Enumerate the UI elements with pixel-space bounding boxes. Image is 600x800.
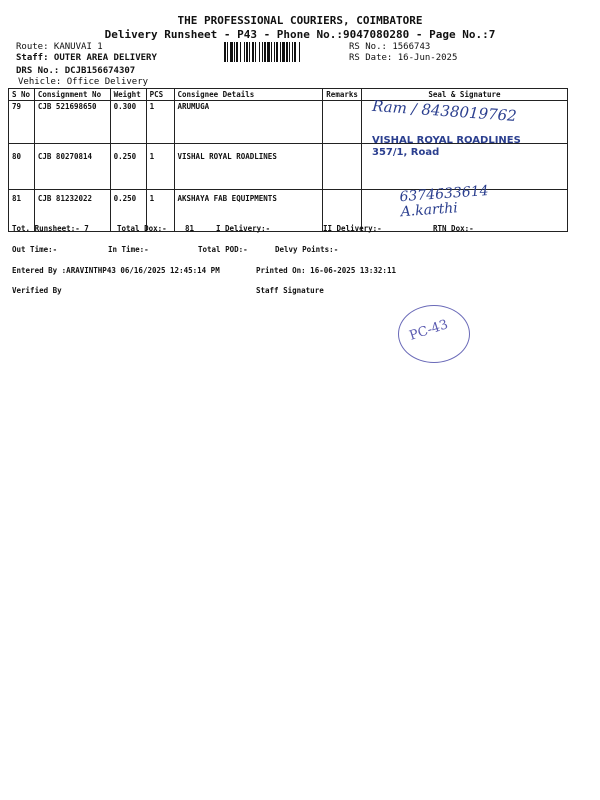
cell-consignee: ARUMUGA <box>174 101 323 144</box>
cell-sno: 80 <box>9 144 35 190</box>
total-dox-value: 81 <box>185 224 195 233</box>
printed-on: Printed On: 16-06-2025 13:32:11 <box>256 266 396 275</box>
total-pod: Total POD:- <box>198 245 248 254</box>
signature-row-80: VISHAL ROYAL ROADLINES 357/1, Road <box>372 135 521 158</box>
col-remarks: Remarks <box>323 89 362 101</box>
col-signature: Seal & Signature <box>361 89 567 101</box>
in-time: In Time:- <box>108 245 149 254</box>
signature-row-79: Ram / 8438019762 <box>371 96 518 126</box>
verified-by: Verified By <box>12 286 62 295</box>
i-delivery: I Delivery:- <box>216 224 271 233</box>
rs-number: RS No.: 1566743 <box>349 42 431 52</box>
company-title: THE PROFESSIONAL COURIERS, COIMBATORE <box>177 14 423 27</box>
cell-sno: 81 <box>9 190 35 232</box>
cell-pcs: 1 <box>146 190 174 232</box>
entered-by: Entered By :ARAVINTHP43 06/16/2025 12:45:14 PM <box>12 266 220 275</box>
col-weight: Weight <box>110 89 146 101</box>
tot-runsheet: Tot. Runsheet:- 7 <box>12 224 89 233</box>
route: Route: KANUVAI 1 <box>16 42 103 52</box>
stamp-text: PC-43 <box>407 317 450 344</box>
cell-sno: 79 <box>9 101 35 144</box>
cell-remarks <box>323 101 362 144</box>
cell-pcs: 1 <box>146 144 174 190</box>
cell-consignment: CJB 81232022 <box>34 190 110 232</box>
signature-row-81: 6374633614 A.karthi <box>399 183 490 221</box>
col-consignment: Consignment No <box>34 89 110 101</box>
col-sno: S No <box>9 89 35 101</box>
rs-date: RS Date: 16-Jun-2025 <box>349 53 458 63</box>
cell-consignee: AKSHAYA FAB EQUIPMENTS <box>174 190 323 232</box>
runsheet-subtitle: Delivery Runsheet - P43 - Phone No.:9047080280 - Page No.:7 <box>104 28 496 41</box>
total-dox: Total Dox:- <box>117 224 167 233</box>
cell-consignment: CJB 521698650 <box>34 101 110 144</box>
ii-delivery: II Delivery:- <box>323 224 382 233</box>
barcode-bar <box>299 42 300 62</box>
cell-pcs: 1 <box>146 101 174 144</box>
vehicle: Vehicle: Office Delivery <box>18 77 149 87</box>
col-consignee: Consignee Details <box>174 89 323 101</box>
delvy-points: Delvy Points:- <box>275 245 339 254</box>
col-pcs: PCS <box>146 89 174 101</box>
barcode <box>224 42 342 62</box>
table-header-row <box>9 89 568 101</box>
cell-weight: 0.250 <box>110 190 146 232</box>
cell-remarks <box>323 144 362 190</box>
staff-signature: Staff Signature <box>256 286 324 295</box>
cell-weight: 0.250 <box>110 144 146 190</box>
cell-weight: 0.300 <box>110 101 146 144</box>
staff: Staff: OUTER AREA DELIVERY <box>16 53 157 63</box>
rtn-dox: RTN Dox:- <box>433 224 474 233</box>
out-time: Out Time:- <box>12 245 58 254</box>
cell-consignee: VISHAL ROYAL ROADLINES <box>174 144 323 190</box>
cell-consignment: CJB 80270814 <box>34 144 110 190</box>
drs-number: DRS No.: DCJB156674307 <box>16 66 136 76</box>
